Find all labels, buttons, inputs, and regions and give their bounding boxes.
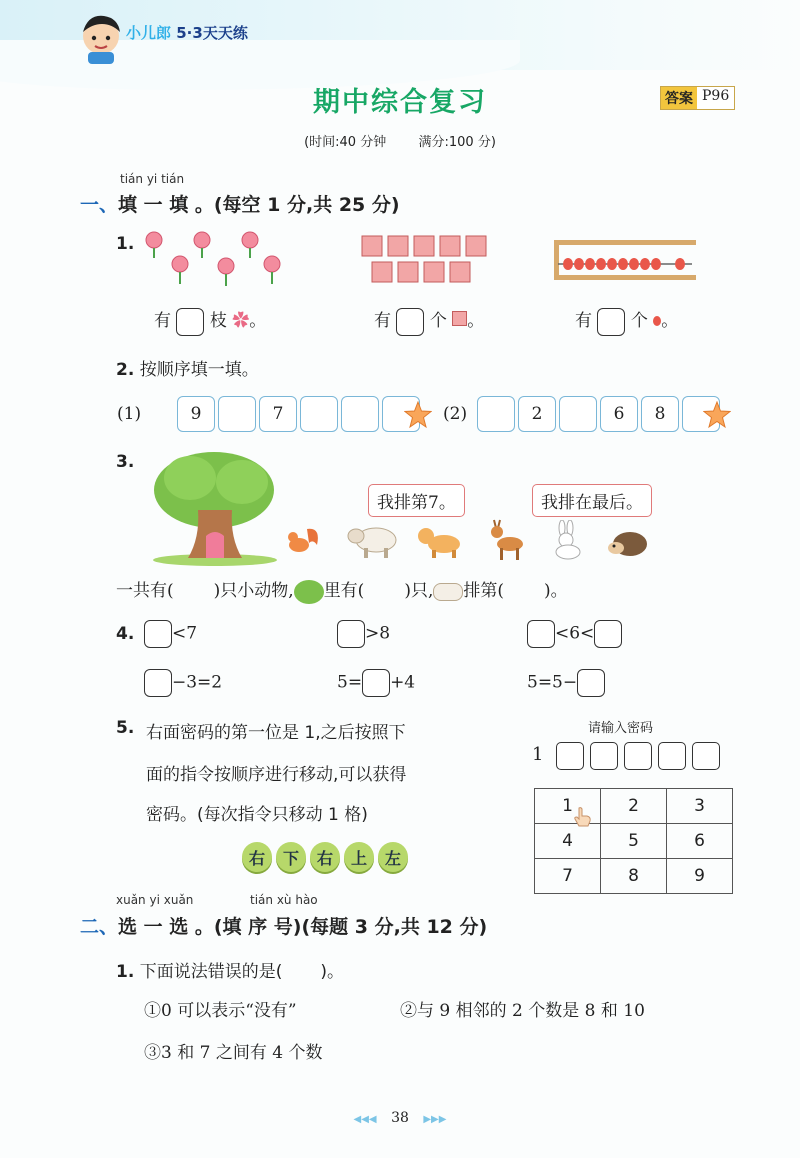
q2-text: 按顺序填一填。 xyxy=(139,360,259,380)
seq1-cell-4[interactable] xyxy=(300,396,338,432)
q3-text-1: 一共有( xyxy=(116,581,174,601)
q4e-text-1: 5= xyxy=(337,672,363,693)
q1c-suffix: 个 xyxy=(630,311,648,331)
page-number: 38 xyxy=(391,1110,409,1126)
seq2-cell-4: 6 xyxy=(600,396,638,432)
command-4: 上 xyxy=(344,842,374,872)
seq2-cell-5: 8 xyxy=(641,396,679,432)
command-2: 下 xyxy=(276,842,306,872)
password-box-2[interactable] xyxy=(590,742,618,770)
s2q1-text: 下面说法错误的是( xyxy=(139,962,283,982)
flowers-icon xyxy=(140,228,290,288)
footer-left-arrows: ◀◀◀ xyxy=(353,1114,377,1125)
q4e-text-2: +4 xyxy=(390,672,416,693)
page-title: 期中综合复习 xyxy=(313,87,487,118)
cube-small-icon xyxy=(452,311,467,326)
q1c-end: 。 xyxy=(661,311,679,331)
q3-sentence xyxy=(116,576,568,604)
exam-time: (时间:40 分钟 xyxy=(304,135,387,150)
q4c-box-1[interactable] xyxy=(527,620,555,648)
section1-heading xyxy=(80,190,400,217)
hedgehog-icon xyxy=(606,528,648,558)
grid-cell-4: 4 xyxy=(535,824,601,859)
q1b-answer-box[interactable] xyxy=(396,308,424,336)
s2q1-line xyxy=(116,957,344,982)
grid-cell-3: 3 xyxy=(667,789,733,824)
flower-small-icon: ✿ xyxy=(232,311,250,331)
deer-icon xyxy=(484,518,526,562)
q4-item-a xyxy=(144,620,197,648)
brand-name: 小儿郎 xyxy=(126,24,172,42)
password-grid xyxy=(534,788,733,894)
q4-item-b xyxy=(337,620,390,648)
s2q1-number: 1. xyxy=(116,962,135,982)
seq1-cell-2[interactable] xyxy=(218,396,256,432)
q1b-suffix: 个 xyxy=(429,311,447,331)
q2-seq2-label: (2) xyxy=(443,404,468,424)
q4f-text: 5=5− xyxy=(527,672,578,693)
squirrel-icon xyxy=(285,525,321,555)
password-box-3[interactable] xyxy=(624,742,652,770)
q2-seq1 xyxy=(177,396,423,432)
q4f-box[interactable] xyxy=(577,669,605,697)
cubes-icon xyxy=(360,234,496,286)
dog-icon xyxy=(416,524,466,560)
grid-cell-1: 1 xyxy=(535,789,601,824)
q1a-end: 。 xyxy=(249,311,267,331)
q3-text-3: 里有( xyxy=(323,581,365,601)
q3-text-6: )。 xyxy=(544,581,568,601)
section1-title: 填 一 填 。 xyxy=(118,194,214,216)
sheep-icon xyxy=(346,520,402,560)
tree-small-icon xyxy=(294,580,324,604)
q4a-text: <7 xyxy=(172,623,198,644)
q1-answer-cubes xyxy=(374,306,484,336)
q2-seq1-label: (1) xyxy=(117,404,142,424)
command-1: 右 xyxy=(242,842,272,872)
q1a-suffix: 枝 xyxy=(209,311,227,331)
q4-item-f xyxy=(527,669,605,697)
q4a-box[interactable] xyxy=(144,620,172,648)
password-first-digit: 1 xyxy=(532,744,544,765)
grid-cell-2: 2 xyxy=(601,789,667,824)
grid-cell-5: 5 xyxy=(601,824,667,859)
q4b-box[interactable] xyxy=(337,620,365,648)
answer-label: 答案 xyxy=(661,87,697,109)
q1-answer-flowers xyxy=(154,306,266,336)
q5-line-2: 面的指令按顺序进行移动,可以获得 xyxy=(146,765,407,785)
q4e-box[interactable] xyxy=(362,669,390,697)
q4-item-d xyxy=(144,669,222,697)
section1-number: 一、 xyxy=(80,194,119,216)
pointing-hand-icon xyxy=(571,806,593,828)
q1c-prefix: 有 xyxy=(575,311,592,331)
answer-page: P96 xyxy=(697,87,734,109)
seq2-cell-2: 2 xyxy=(518,396,556,432)
grid-cell-7: 7 xyxy=(535,859,601,894)
seq1-cell-1: 9 xyxy=(177,396,215,432)
q5-line-1: 右面密码的第一位是 1,之后按照下 xyxy=(146,723,406,743)
q4d-text: −3=2 xyxy=(172,672,223,693)
grid-cell-9: 9 xyxy=(667,859,733,894)
q4-item-c xyxy=(527,620,622,648)
q5-commands xyxy=(242,842,412,872)
abacus-icon xyxy=(552,238,698,282)
q1c-answer-box[interactable] xyxy=(597,308,625,336)
section2-heading xyxy=(80,912,487,939)
section1-points: (每空 1 分,共 25 分) xyxy=(213,194,400,216)
s2q1-option-1: ①0 可以表示“没有” xyxy=(144,1001,297,1021)
section2-pinyin-2: tián xù hào xyxy=(250,893,318,907)
command-5: 左 xyxy=(378,842,408,872)
rabbit-icon xyxy=(550,520,584,560)
q3-bubble-hedgehog: 我排在最后。 xyxy=(532,484,652,517)
q4c-text: <6< xyxy=(555,623,595,644)
q4c-box-2[interactable] xyxy=(594,620,622,648)
q5-number: 5. xyxy=(116,718,135,738)
q4-item-e xyxy=(337,669,415,697)
mascot-boy-icon xyxy=(78,12,124,64)
brand-logo xyxy=(126,22,248,43)
section1-pinyin: tián yi tián xyxy=(120,172,185,186)
command-3: 右 xyxy=(310,842,340,872)
password-box-5[interactable] xyxy=(692,742,720,770)
section2-title: 选 一 选 。 xyxy=(118,916,214,938)
seq2-cell-3[interactable] xyxy=(559,396,597,432)
seq2-cell-1[interactable] xyxy=(477,396,515,432)
series-name: 5·3天天练 xyxy=(176,24,248,42)
section2-subtitle: (填 序 号) xyxy=(213,916,302,938)
sheep-small-icon xyxy=(433,583,463,601)
section2-pinyin-1: xuǎn yi xuǎn xyxy=(116,893,194,907)
q4-number: 4. xyxy=(116,624,135,644)
q2-line xyxy=(116,355,259,380)
q4b-text: >8 xyxy=(365,623,391,644)
q1b-end: 。 xyxy=(467,311,485,331)
password-label: 请输入密码 xyxy=(588,721,654,736)
section2-number: 二、 xyxy=(80,916,119,938)
seq1-cell-5[interactable] xyxy=(341,396,379,432)
tree-house-icon xyxy=(150,448,280,566)
q1a-answer-box[interactable] xyxy=(176,308,204,336)
q5-line-3: 密码。(每次指令只移动 1 格) xyxy=(146,805,368,825)
password-boxes xyxy=(556,742,726,770)
password-box-1[interactable] xyxy=(556,742,584,770)
q1-answer-beads xyxy=(575,306,678,336)
exam-full-score: 满分:100 分) xyxy=(418,135,496,150)
q4d-box[interactable] xyxy=(144,669,172,697)
q1a-prefix: 有 xyxy=(154,311,171,331)
q3-bubble-sheep: 我排第7。 xyxy=(368,484,465,517)
s2q1-option-2: ②与 9 相邻的 2 个数是 8 和 10 xyxy=(400,1001,645,1021)
q1-number: 1. xyxy=(116,234,135,254)
star-icon xyxy=(404,401,432,429)
star-icon xyxy=(703,401,731,429)
seq1-cell-3: 7 xyxy=(259,396,297,432)
q3-text-2: )只小动物, xyxy=(213,581,294,601)
password-box-4[interactable] xyxy=(658,742,686,770)
q2-number: 2. xyxy=(116,360,135,380)
s2q1-end: )。 xyxy=(320,962,344,982)
q1b-prefix: 有 xyxy=(374,311,391,331)
footer xyxy=(0,1110,800,1126)
grid-cell-6: 6 xyxy=(667,824,733,859)
grid-cell-8: 8 xyxy=(601,859,667,894)
q2-seq2 xyxy=(477,396,723,432)
q3-text-4: )只, xyxy=(404,581,434,601)
answer-tag xyxy=(660,86,735,110)
q3-text-5: 排第( xyxy=(463,581,505,601)
q3-number: 3. xyxy=(116,452,135,472)
footer-right-arrows: ▶▶▶ xyxy=(423,1114,447,1125)
exam-info xyxy=(0,131,800,150)
s2q1-option-3: ③3 和 7 之间有 4 个数 xyxy=(144,1043,323,1063)
section2-points: (每题 3 分,共 12 分) xyxy=(301,916,488,938)
